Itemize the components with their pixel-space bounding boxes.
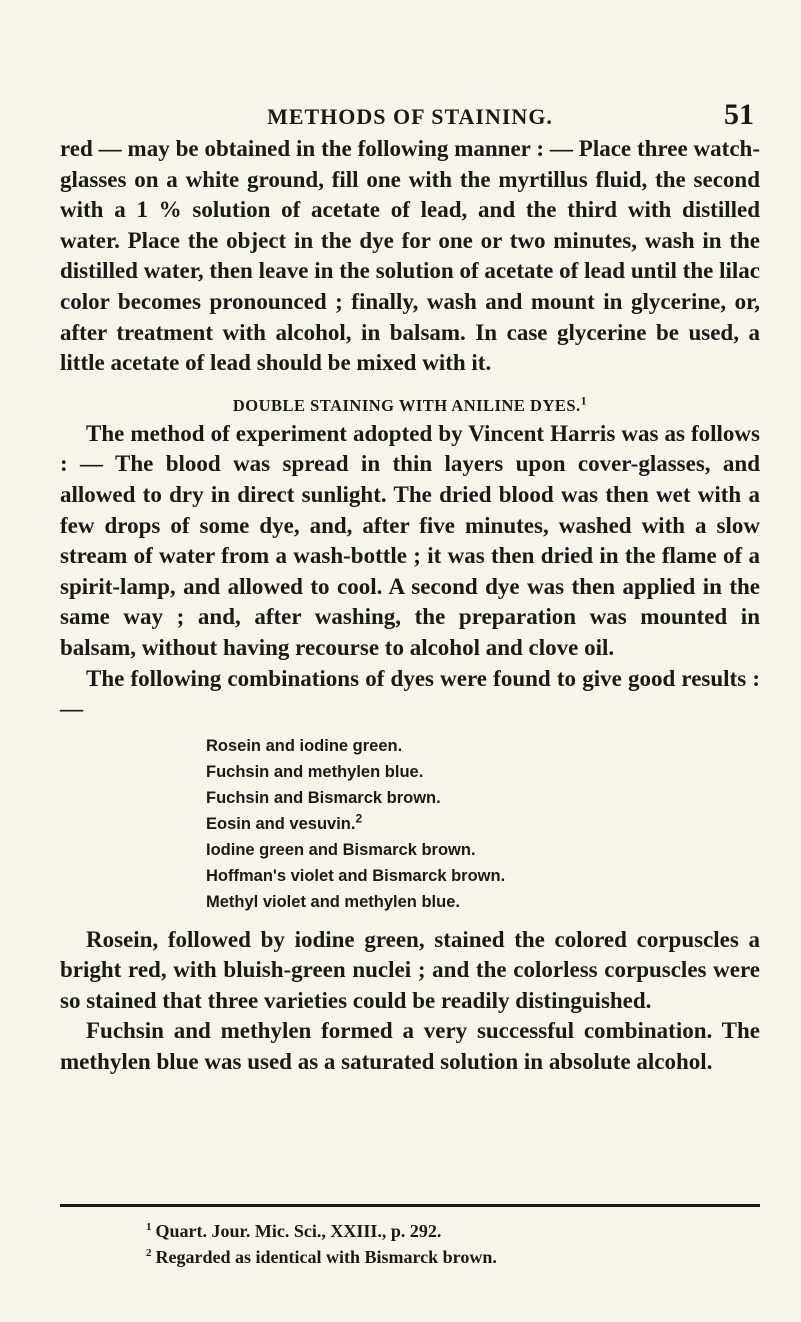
paragraph-rosein: Rosein, followed by iodine green, stained the colored corpuscles a bright red, with bluish-green nuclei ; and the colorless corpuscles were so stained that three varieties could be readily distinguished. — [60, 926, 760, 1013]
section-heading — [60, 395, 760, 417]
paragraph-fuchsin: Fuchsin and methylen formed a very successful combination. The methylen blue was used as a saturated solution in absolute alcohol. — [60, 1018, 760, 1075]
footnote-mark: 2 — [146, 1247, 152, 1259]
body-text — [60, 134, 760, 1078]
list-item: Hoffman's violet and Bismarck brown. — [206, 866, 506, 885]
list-item: Iodine green and Bismarck brown. — [206, 840, 476, 859]
list-item: Fuchsin and methylen blue. — [206, 762, 424, 781]
running-title: METHODS OF STAINING. — [267, 104, 553, 129]
page-header — [60, 58, 760, 131]
footnote-mark: 1 — [146, 1221, 152, 1233]
list-item: Rosein and iodine green. — [206, 736, 403, 755]
footnote-text: Quart. Jour. Mic. Sci., XXIII., p. 292. — [155, 1221, 442, 1241]
footnotes — [146, 1218, 760, 1270]
footnote-1 — [146, 1218, 760, 1244]
list-item: Methyl violet and methylen blue. — [206, 892, 460, 911]
footnote-marker: 1 — [580, 393, 588, 408]
footnote-divider — [60, 1204, 760, 1207]
footnote-2 — [146, 1244, 760, 1270]
paragraph-combinations-intro: The following combinations of dyes were found to give good results : — — [60, 665, 760, 722]
section-heading-text: DOUBLE STAINING WITH ANILINE DYES. — [232, 395, 581, 415]
list-item — [206, 811, 760, 837]
footnote-marker: 2 — [355, 811, 363, 826]
footnote-text: Regarded as identical with Bismarck brown. — [155, 1247, 497, 1267]
paragraph-continuation: red — may be obtained in the following manner : — Place three watch-glasses on a white ground, fill one with the myrtillus fluid, the second with a 1 % solution of acetate of lead, and the third with distilled water. Place the object in the dye for one or two minutes, wash in the distilled water, then leave in the solution of acetate of lead until the lilac color becomes pronounced ; finally, wash and mount in glycerine, or, after treatment with alcohol, in balsam. In case glycerine be used, a little acetate of lead should be mixed with it. — [60, 136, 760, 376]
paragraph-method: The method of experiment adopted by Vincent Harris was as follows : — The blood was spread in thin layers upon cover-glasses, and allowed to dry in direct sunlight. The dried blood was then wet with a few drops of some dye, and, after five minutes, washed with a slow stream of water from a wash-bottle ; it was then dried in the flame of a spirit-lamp, and allowed to cool. A second dye was then applied in the same way ; and, after washing, the preparation was mounted in balsam, without having recourse to alcohol and clove oil. — [60, 420, 760, 660]
combinations-list — [206, 733, 760, 915]
page-number: 51 — [724, 98, 754, 131]
list-item-text: Eosin and vesuvin. — [206, 814, 356, 833]
list-item: Fuchsin and Bismarck brown. — [206, 788, 441, 807]
